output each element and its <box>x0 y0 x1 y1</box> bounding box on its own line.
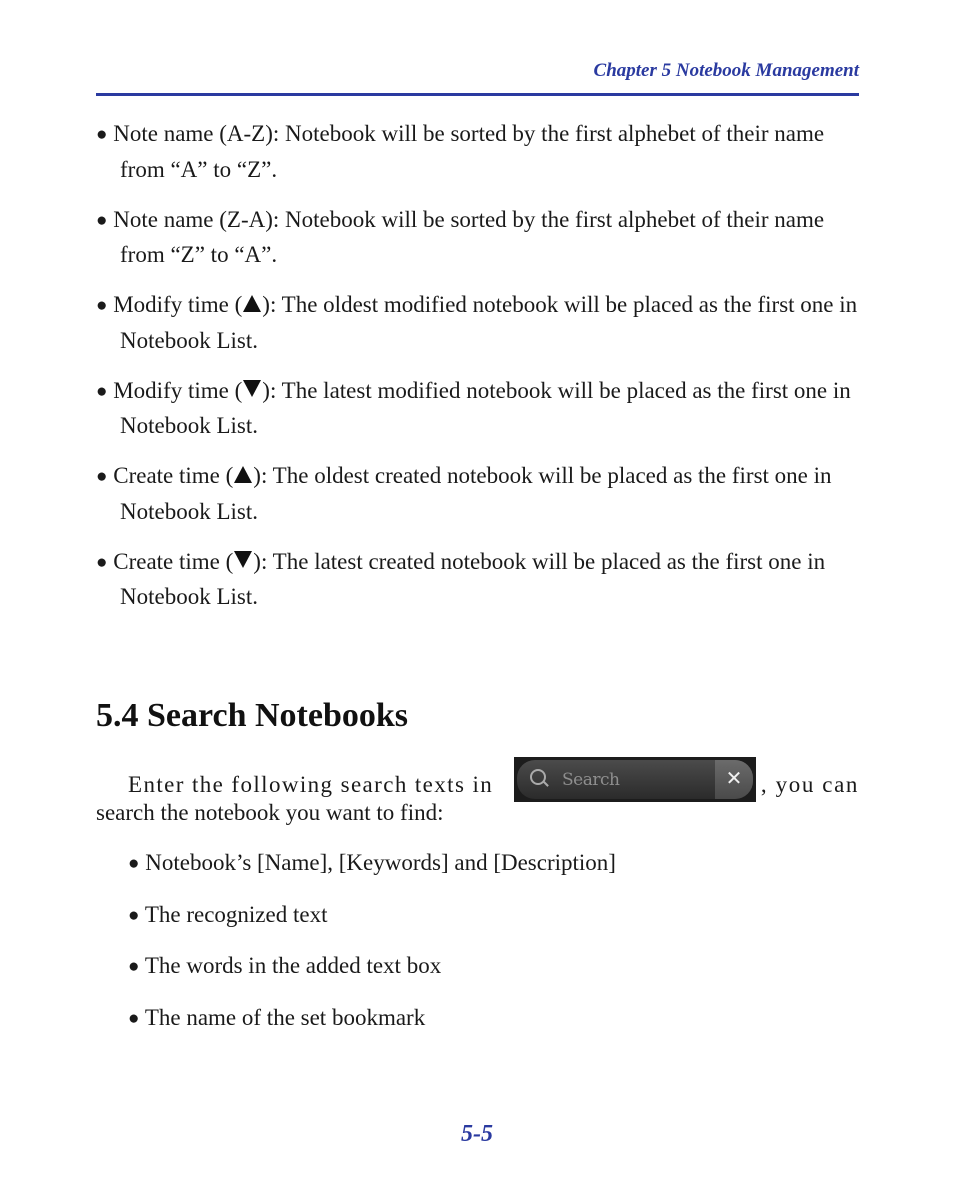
bullet: ● <box>128 853 140 874</box>
list-item-text: The words in the added text box <box>144 953 442 978</box>
search-placeholder: Search <box>562 770 620 790</box>
sort-option-name-z-a <box>96 203 862 272</box>
sort-option-text: Note name (Z-A): Notebook will be sorted by the first alphebet of their name from “Z” to “A”. <box>113 206 825 267</box>
bullet: ● <box>128 956 140 977</box>
bullet: ● <box>96 124 108 145</box>
bullet: ● <box>128 1007 140 1029</box>
intro-text-line2: search the notebook you want to find: <box>96 800 444 825</box>
chapter-header: Chapter 5 Notebook Management <box>593 60 859 81</box>
sort-option-text: ): The oldest modified notebook will be placed as the first one in Notebook List. <box>120 292 858 353</box>
bullet: ● <box>96 380 108 402</box>
list-item <box>128 848 616 880</box>
list-item-text: The name of the set bookmark <box>144 1004 426 1030</box>
list-item-text: Notebook’s [Name], [Keywords] and [Description] <box>145 850 616 875</box>
bullet: ● <box>96 209 108 231</box>
intro-text-before: Enter the following search texts in <box>128 772 494 797</box>
sort-option-modify-time-asc <box>96 288 862 357</box>
sort-option-modify-time-desc <box>96 374 862 443</box>
search-targets-list <box>128 848 616 1054</box>
section-title: 5.4 Search Notebooks <box>96 697 408 734</box>
triangle-up-icon <box>234 466 252 483</box>
bullet: ● <box>96 551 108 573</box>
sort-option-create-time-desc <box>96 545 862 614</box>
bullet: ● <box>96 295 108 316</box>
sort-option-text: ): The oldest created notebook will be placed as the first one in Notebook List. <box>120 463 832 524</box>
sort-option-text: ): The latest modified notebook will be placed as the first one in Notebook List. <box>120 377 851 438</box>
search-icon <box>530 769 546 785</box>
list-item-text: The recognized text <box>144 901 328 927</box>
search-box-image[interactable] <box>514 757 756 802</box>
sort-option-label: Modify time ( <box>113 292 243 317</box>
sort-option-text: Note name (A-Z): Notebook will be sorted by the first alphebet of their name from “A” to “Z”. <box>113 121 825 182</box>
list-item <box>128 951 616 983</box>
triangle-down-icon <box>234 551 252 568</box>
list-item <box>128 1003 616 1035</box>
triangle-up-icon <box>243 295 261 312</box>
page-number: 5-5 <box>461 1121 493 1147</box>
triangle-down-icon <box>243 380 261 397</box>
sort-options-list <box>96 117 862 630</box>
sort-option-create-time-asc <box>96 459 862 528</box>
bullet: ● <box>96 466 108 487</box>
sort-option-label: Create time ( <box>113 548 234 574</box>
sort-option-label: Modify time ( <box>113 377 243 403</box>
sort-option-name-a-z <box>96 117 862 186</box>
intro-text-after: , you can <box>760 772 859 797</box>
header-rule <box>96 93 859 96</box>
bullet: ● <box>128 904 140 926</box>
list-item <box>128 900 616 932</box>
clear-search-button[interactable]: ✕ <box>715 760 753 799</box>
sort-option-label: Create time ( <box>113 463 234 488</box>
sort-option-text: ): The latest created notebook will be placed as the first one in Notebook List. <box>120 548 826 609</box>
